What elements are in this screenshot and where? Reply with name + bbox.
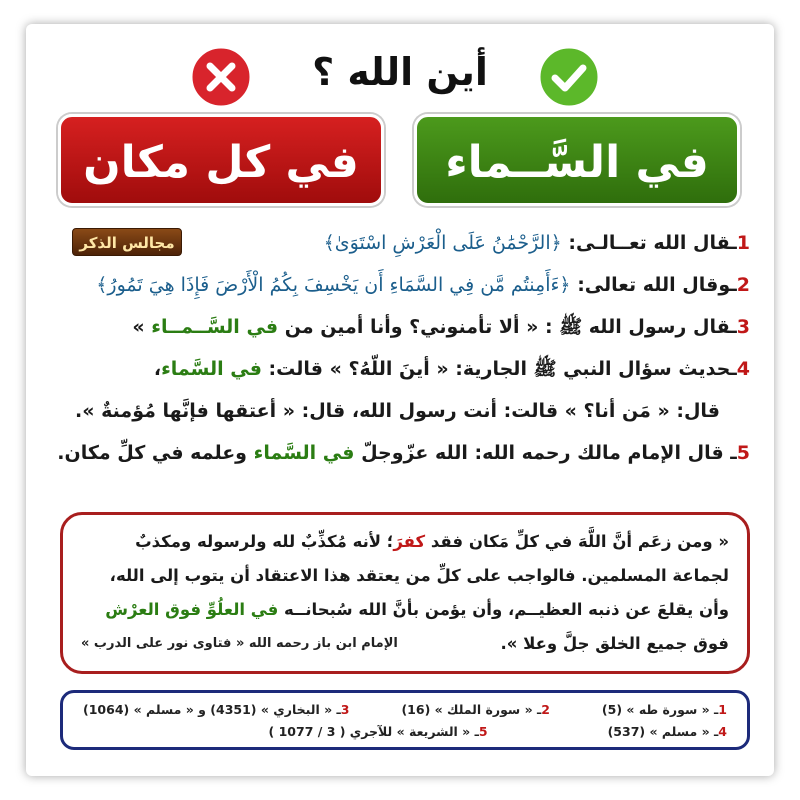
reference-item xyxy=(269,721,488,743)
evidence-item-5 xyxy=(57,432,750,474)
quote-line-2: لجماعة المسلمين. فالواجب على كلِّ من يعتقد هذا الاعتقاد أن يتوب إلى الله، xyxy=(109,566,729,585)
quran-verse: ﴿الرَّحْمَٰنُ عَلَى الْعَرْشِ اسْتَوَىٰ﴾ xyxy=(323,232,562,254)
scholar-quote-box xyxy=(60,512,750,674)
quote-source: الإمام ابن باز رحمه الله « فتاوى نور على الدرب » xyxy=(81,636,398,651)
majalis-logo: مجالس الذكر xyxy=(72,228,182,256)
reference-text: ـ « مسلم » (537) xyxy=(607,724,719,739)
item-text-end: وعلمه في كلِّ مكان. xyxy=(57,442,254,464)
quote-text: « ومن زعَم أنَّ اللَّهَ في كلِّ مَكان فقد xyxy=(425,532,729,551)
reference-text: ـ « سورة الملك » (16) xyxy=(401,702,542,717)
evidence-item-3 xyxy=(60,306,750,348)
item-text: ـقال الله تعــالـى: xyxy=(561,232,737,254)
highlight-text: في السَّماء xyxy=(161,358,262,380)
reference-number: 1 xyxy=(718,702,727,717)
reference-item xyxy=(602,699,727,721)
references-row-2 xyxy=(83,721,727,743)
item-number: 1 xyxy=(736,232,750,254)
reference-item xyxy=(401,699,550,721)
item-number: 5 xyxy=(736,442,750,464)
references-box xyxy=(60,690,750,750)
evidence-item-4 xyxy=(60,348,750,390)
reference-number: 4 xyxy=(718,724,727,739)
check-circle-icon xyxy=(536,44,602,110)
x-circle-icon xyxy=(188,44,254,110)
highlight-text: في السَّماء xyxy=(253,442,355,464)
references-row-1 xyxy=(83,699,727,721)
evidence-item-2 xyxy=(60,264,750,306)
quote-text: وأن يقلعَ عن ذنبه العظيــم، وأن يؤمن بأنَّ الله سُبحانــه xyxy=(278,600,729,619)
reference-number: 3 xyxy=(340,702,350,717)
page-title: أين الله ؟ xyxy=(312,50,488,94)
evidence-list xyxy=(57,222,750,474)
item-number: 3 xyxy=(736,316,750,338)
quote-text: فوق جميع الخلق جلَّ وعلا ». xyxy=(500,634,729,653)
reference-text: ـ « سورة طه » (5) xyxy=(601,702,719,717)
reference-item xyxy=(83,699,349,721)
reference-number: 5 xyxy=(478,724,488,739)
item-number: 4 xyxy=(736,358,750,380)
right-answer-banner: في السَّــماء xyxy=(414,114,740,206)
item-text: ـحديث سؤال النبي ﷺ الجارية: « أينَ اللّهُ؟ » قالت: xyxy=(261,358,737,380)
highlight-text: في السَّــمــاء xyxy=(151,316,279,338)
evidence-item-4-line2: قال: « مَن أنا؟ » قالت: أنت رسول الله، قال: « أعتقها فإنَّها مُؤمنةٌ ». xyxy=(75,400,720,422)
quote-line-3 xyxy=(81,593,729,627)
quote-line-1 xyxy=(81,525,729,559)
reference-number: 2 xyxy=(541,702,550,717)
reference-text: ـ « البخاري » (4351) و « مسلم » (1064) xyxy=(83,702,341,717)
item-text: ـقال رسول الله ﷺ : « ألا تأمنوني؟ وأنا أمين من xyxy=(278,316,737,338)
reference-item xyxy=(608,721,727,743)
item-number: 2 xyxy=(736,274,750,296)
item-text: ـوقال الله تعالى: xyxy=(570,274,737,296)
reference-text: ـ « الشريعة » للآجري ( 3 / 1077 ) xyxy=(268,724,479,739)
highlight-red: كفرَ xyxy=(393,532,426,551)
wrong-answer-banner: في كل مكان xyxy=(58,114,384,206)
item-text-end: ، xyxy=(153,358,162,380)
item-text: ـ قال الإمام مالك رحمه الله: الله عزّوجلّ xyxy=(354,442,737,464)
quote-line-4 xyxy=(81,627,729,661)
highlight-green: في العلُوِّ فوق العرْش xyxy=(105,600,279,619)
item-text-end: » xyxy=(132,316,152,338)
quran-verse: ﴿ءَأَمِنتُم مَّن فِي السَّمَاءِ أَن يَخْسِفَ بِكُمُ الْأَرْضَ فَإِذَا هِيَ تَمُورُ﴾ xyxy=(96,274,571,296)
quote-text: ؛ لأنه مُكذِّبٌ لله ولرسوله ومكذبٌ xyxy=(135,532,394,551)
